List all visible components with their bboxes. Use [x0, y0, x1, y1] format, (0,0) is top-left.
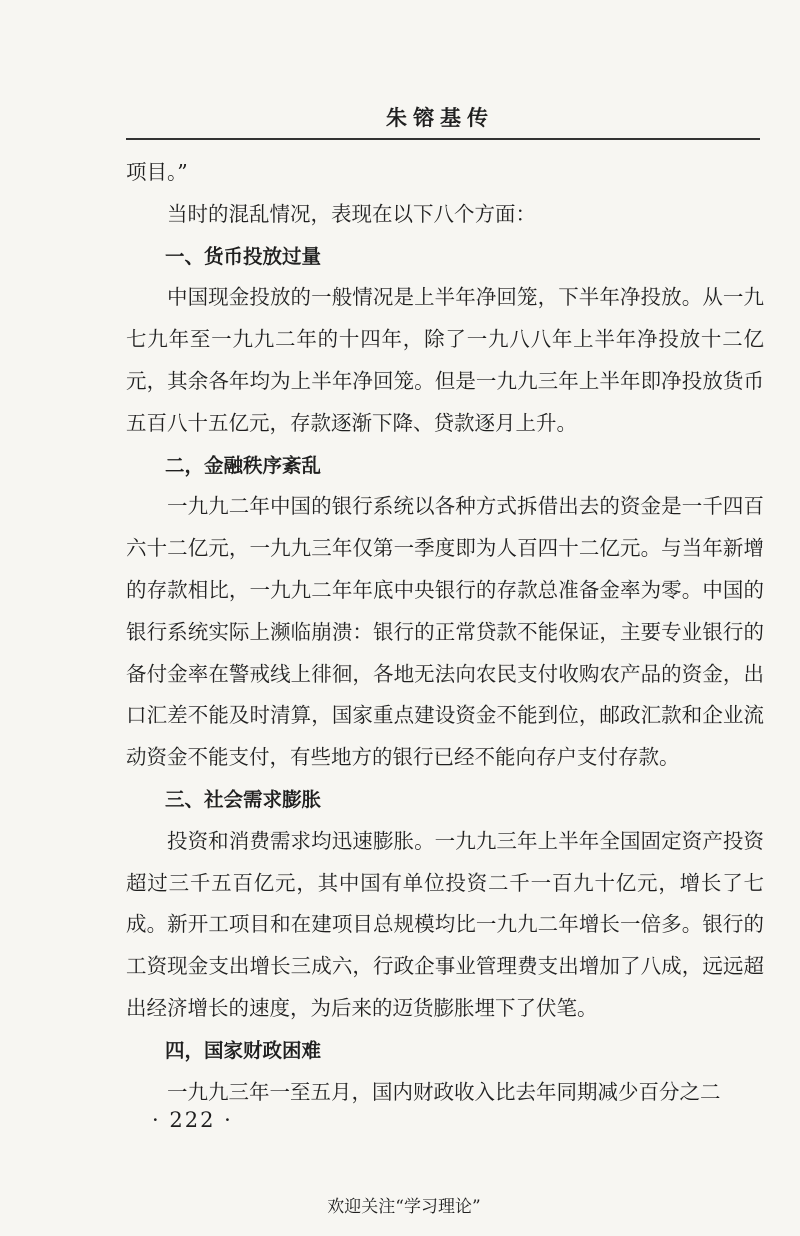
paragraph: 中国现金投放的一般情况是上半年净回笼，下半年净投放。从一九七九年至一九九二年的十四年，除了一九八八年上半年净投放十二亿元，其余各年均为上半年净回笼。但是一九九三年上半年即净投放货币五百八十五亿元，存款逐渐下降、贷款逐月上升。 [126, 285, 764, 435]
paragraph: 一九九三年一至五月，国内财政收入比去年同期减少百分之二 [167, 1079, 721, 1104]
paragraph: 项目。” [126, 160, 188, 184]
section-heading: 二，金融秩序紊乱 [165, 453, 322, 477]
body-text [126, 152, 764, 1113]
paragraph: 一九九二年中国的银行系统以各种方式拆借出去的资金是一千四百六十二亿元，一九九三年仅第一季度即为人百四十二亿元。与当年新增的存款相比，一九九二年年底中央银行的存款总准备金率为零。中国的银行系统实际上濒临崩溃：银行的正常贷款不能保证，主要专业银行的备付金率在警戒线上徘徊，各地无法向农民支付收购农产品的资金，出口汇差不能及时清算，国家重点建设资金不能到位，邮政汇款和企业流动资金不能支付，有些地方的银行已经不能向存户支付存款。 [126, 494, 764, 770]
footer-note: 欢迎关注“学习理论” [327, 1197, 481, 1217]
section-heading: 一、货币投放过量 [165, 244, 322, 268]
page-number: · 222 · [152, 1108, 233, 1132]
paragraph: 投资和消费需求均迅速膨胀。一九九三年上半年全国固定资产投资超过三千五百亿元，其中国有单位投资二千一百九十亿元，增长了七成。新开工项目和在建项目总规模均比一九九二年增长一倍多。银行的工资现金支出增长三成六，行政企事业管理费支出增加了八成，远远超出经济增长的速度，为后来的迈货膨胀埋下了伏笔。 [126, 828, 764, 1020]
section-heading: 三、社会需求膨胀 [165, 787, 322, 811]
paragraph: 当时的混乱情况，表现在以下八个方面： [167, 201, 536, 226]
section-heading: 四，国家财政困难 [165, 1038, 322, 1062]
running-head-title: 朱镕基传 [386, 105, 494, 130]
header-rule [126, 138, 760, 140]
